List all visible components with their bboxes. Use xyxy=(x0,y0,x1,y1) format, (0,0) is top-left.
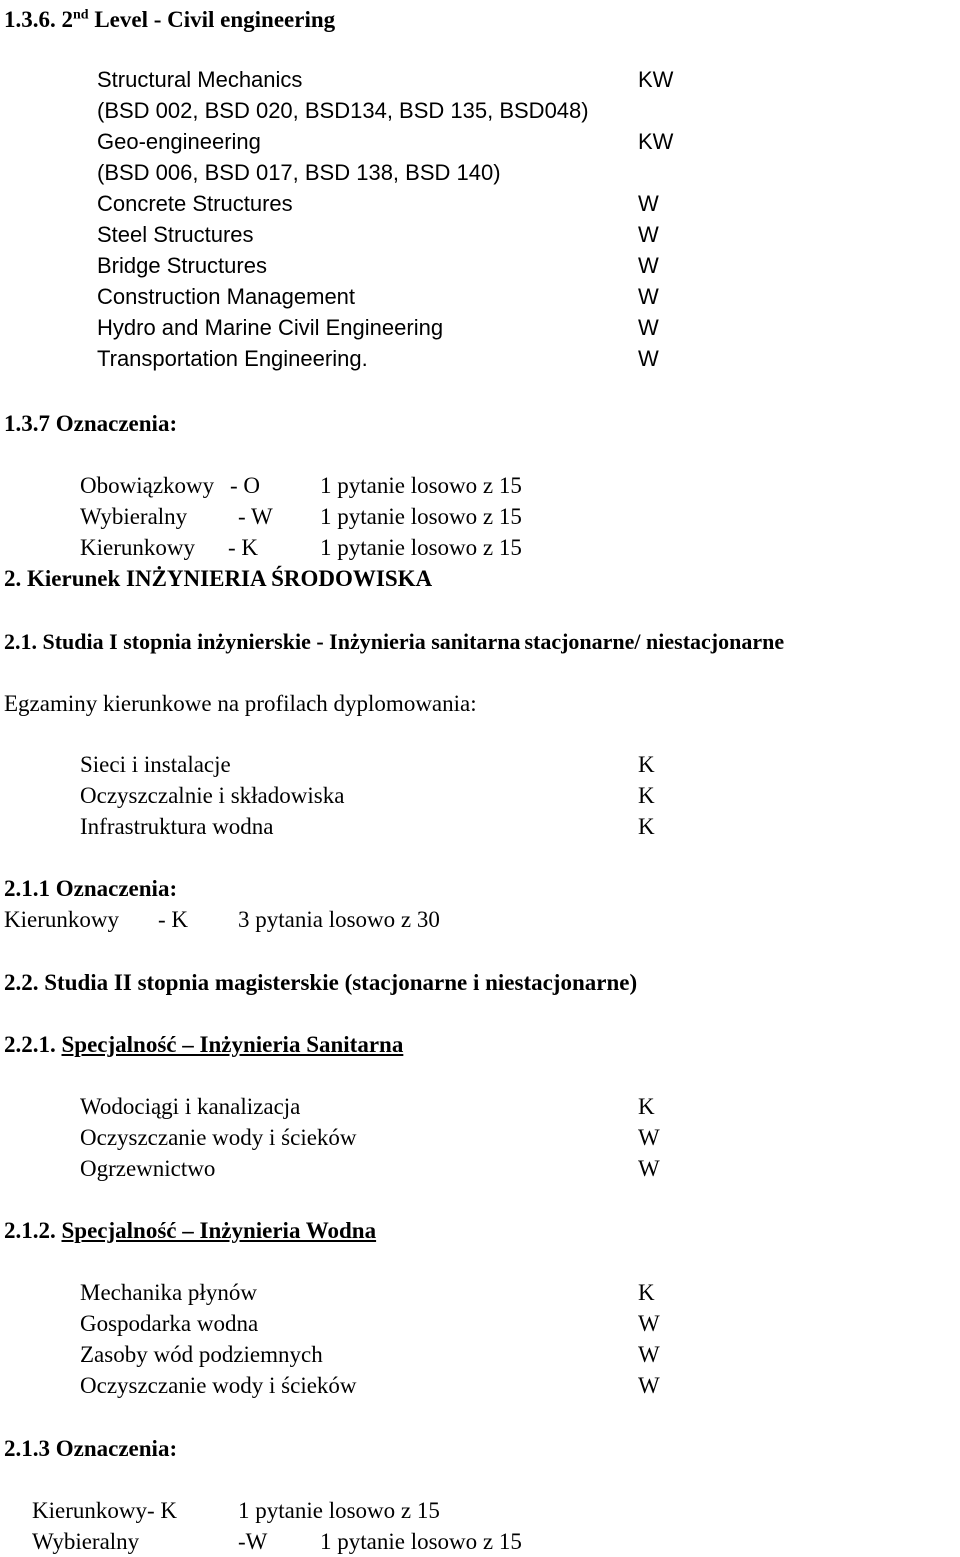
course-code: K xyxy=(638,1280,655,1305)
subheading: Egzaminy kierunkowe na profilach dyplomowania: xyxy=(4,691,477,716)
legend-code: - O xyxy=(230,473,261,498)
course-code: K xyxy=(638,752,655,777)
section-heading-2-1 xyxy=(4,626,784,657)
course-name: Sieci i instalacje xyxy=(80,752,231,777)
heading-number: 1.3.6. 2 xyxy=(4,7,73,32)
legend-label: Kierunkowy- K xyxy=(32,1498,177,1523)
course-name: Ogrzewnictwo xyxy=(80,1156,216,1181)
course-code: W xyxy=(638,346,659,371)
course-code: W xyxy=(638,284,659,309)
legend-label: Kierunkowy xyxy=(80,535,195,560)
course-code: W xyxy=(638,315,659,340)
section-heading-2-1-3: 2.1.3 Oznaczenia: xyxy=(4,1436,178,1461)
legend-description: 1 pytanie losowo z 15 xyxy=(320,473,522,498)
course-name: Concrete Structures xyxy=(97,191,293,216)
legend-description: 1 pytanie losowo z 15 xyxy=(320,535,522,560)
course-code: K xyxy=(638,1094,655,1119)
legend-label: Kierunkowy xyxy=(4,907,119,932)
section-heading-2-2-1 xyxy=(4,1029,403,1060)
course-name: Zasoby wód podziemnych xyxy=(80,1342,323,1367)
legend-label: Wybieralny xyxy=(80,504,188,529)
heading-superscript: nd xyxy=(73,7,89,23)
course-name: Oczyszczanie wody i ścieków xyxy=(80,1125,357,1150)
course-name: Oczyszczalnie i składowiska xyxy=(80,783,345,808)
heading-title: Specjalność – Inżynieria Sanitarna xyxy=(61,1032,404,1057)
course-code: W xyxy=(638,1342,660,1367)
course-codes-list: (BSD 006, BSD 017, BSD 138, BSD 140) xyxy=(97,160,501,185)
section-heading-1-3-6 xyxy=(4,4,335,35)
course-name: Steel Structures xyxy=(97,222,254,247)
course-code: K xyxy=(638,814,655,839)
legend-code: - W xyxy=(238,504,273,529)
legend-code: - K xyxy=(228,535,259,560)
course-name: Construction Management xyxy=(97,284,356,309)
course-name: Geo-engineering xyxy=(97,129,261,154)
legend-description: 3 pytania losowo z 30 xyxy=(238,907,440,932)
heading-title: Specjalność – Inżynieria Wodna xyxy=(61,1218,377,1243)
course-code: KW xyxy=(638,67,674,92)
course-code: KW xyxy=(638,129,674,154)
section-heading-1-3-7: 1.3.7 Oznaczenia: xyxy=(4,411,178,436)
legend-code: - K xyxy=(158,907,189,932)
legend-label: Obowiązkowy xyxy=(80,473,215,498)
course-name: Structural Mechanics xyxy=(97,67,303,92)
course-code: W xyxy=(638,222,659,247)
course-code: W xyxy=(638,1311,660,1336)
section-heading-2: 2. Kierunek INŻYNIERIA ŚRODOWISKA xyxy=(4,566,433,591)
heading-number: 2.2.1. xyxy=(4,1032,56,1057)
course-name: Bridge Structures xyxy=(97,253,267,278)
course-name: Oczyszczanie wody i ścieków xyxy=(80,1373,357,1398)
heading-text: Level - Civil engineering xyxy=(94,7,336,32)
legend-description: 1 pytanie losowo z 15 xyxy=(320,504,522,529)
course-name: Transportation Engineering. xyxy=(97,346,368,371)
heading-suffix: stacjonarne/ niestacjonarne xyxy=(524,629,785,654)
course-name: Mechanika płynów xyxy=(80,1280,257,1305)
course-code: W xyxy=(638,1156,660,1181)
heading-text: 2.1. Studia I stopnia inżynierskie - Inżynieria sanitarna xyxy=(4,629,521,654)
course-name: Infrastruktura wodna xyxy=(80,814,274,839)
course-code: W xyxy=(638,191,659,216)
course-name: Hydro and Marine Civil Engineering xyxy=(97,315,444,340)
legend-description: 1 pytanie losowo z 15 xyxy=(320,1529,522,1554)
section-heading-2-2: 2.2. Studia II stopnia magisterskie (stacjonarne i niestacjonarne) xyxy=(4,970,638,995)
section-heading-2-1-1: 2.1.1 Oznaczenia: xyxy=(4,876,178,901)
course-code: W xyxy=(638,1125,660,1150)
heading-number: 2.1.2. xyxy=(4,1218,56,1243)
course-name: Wodociągi i kanalizacja xyxy=(80,1094,301,1119)
course-code: K xyxy=(638,783,655,808)
course-codes-list: (BSD 002, BSD 020, BSD134, BSD 135, BSD048) xyxy=(97,98,589,123)
legend-label: Wybieralny xyxy=(32,1529,140,1554)
legend-code: -W xyxy=(238,1529,268,1554)
course-name: Gospodarka wodna xyxy=(80,1311,259,1336)
course-code: W xyxy=(638,253,659,278)
legend-description: 1 pytanie losowo z 15 xyxy=(238,1498,440,1523)
section-heading-2-1-2 xyxy=(4,1215,376,1246)
course-code: W xyxy=(638,1373,660,1398)
